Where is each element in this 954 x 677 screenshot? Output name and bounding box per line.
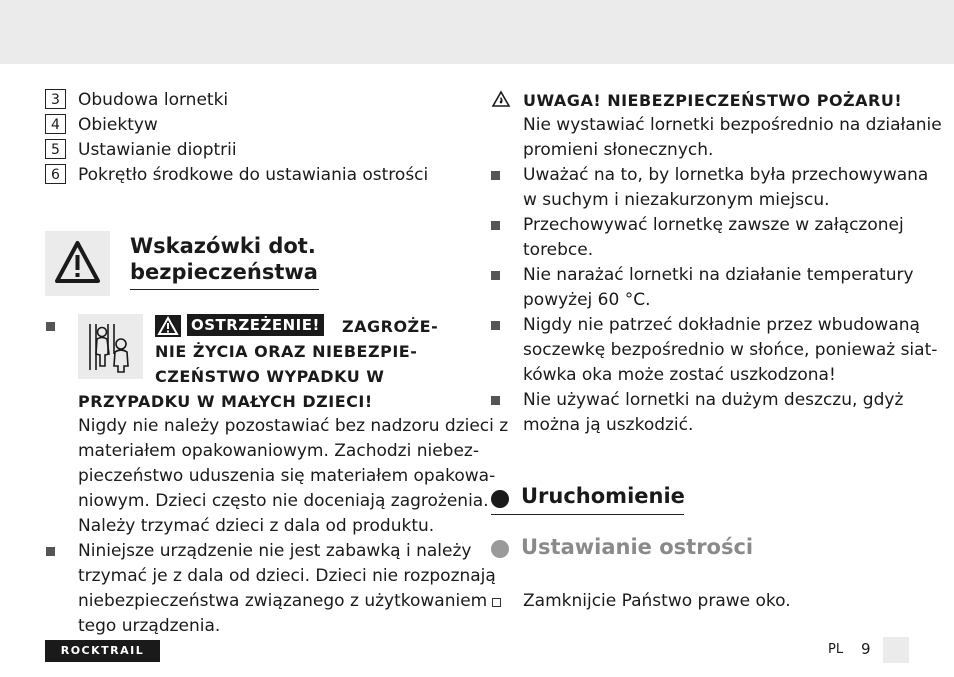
text-line: trzymać je z dala od dzieci. Dzieci nie rozpoznają bbox=[78, 566, 496, 586]
text-line: Nigdy nie patrzeć dokładnie przez wbudowaną bbox=[523, 315, 920, 335]
warning-heading: NIE ŻYCIA ORAZ NIEBEZPIE- bbox=[155, 342, 418, 361]
bullet-square bbox=[491, 171, 500, 180]
bullet-text bbox=[523, 163, 928, 213]
bullet-square bbox=[46, 322, 55, 331]
text-line: Nie narażać lornetki na działanie temperatury bbox=[523, 265, 914, 285]
warning-heading: ZAGROŻE- bbox=[342, 317, 439, 336]
page-header-band bbox=[0, 0, 954, 64]
toy-warning-body bbox=[78, 539, 496, 639]
fire-warning-icon bbox=[491, 90, 511, 108]
checkbox-step-icon bbox=[492, 598, 501, 607]
text-line: powyżej 60 °C. bbox=[523, 290, 651, 310]
text-line: Należy trzymać dzieci z dala od produktu. bbox=[78, 516, 435, 536]
bullet-square bbox=[491, 396, 500, 405]
page-number: 9 bbox=[861, 640, 871, 658]
bullet-square bbox=[491, 321, 500, 330]
safety-title-line: Wskazówki dot. bbox=[130, 234, 316, 258]
warning-triangle-icon bbox=[155, 315, 181, 337]
section-dot-icon bbox=[491, 490, 509, 508]
part-number: 3 bbox=[45, 89, 66, 109]
safety-title-line: bezpieczeństwa bbox=[130, 260, 318, 284]
text-line: w suchym i niezakurzonym miejscu. bbox=[523, 190, 830, 210]
text-line: Nie wystawiać lornetki bezpośrednio na działanie bbox=[523, 115, 942, 135]
text-line: torebce. bbox=[523, 240, 594, 260]
text-line: soczewkę bezpośrednio w słońce, ponieważ siat- bbox=[523, 340, 938, 360]
text-line: Przechowywać lornetkę zawsze w załączonej bbox=[523, 215, 904, 235]
page-tab-marker bbox=[883, 637, 909, 663]
text-line: Uważać na to, by lornetka była przechowywana bbox=[523, 165, 929, 185]
part-label: Pokrętło środkowe do ustawiania ostrości bbox=[78, 165, 429, 185]
text-line: można ją uszkodzić. bbox=[523, 415, 694, 435]
warning-badge: OSTRZEŻENIE! bbox=[187, 314, 324, 336]
startup-heading: Uruchomienie bbox=[521, 484, 685, 508]
warning-heading: CZEŃSTWO WYPADKU W bbox=[155, 367, 385, 386]
bullet-text bbox=[523, 263, 914, 313]
bullet-square bbox=[491, 271, 500, 280]
part-label: Obudowa lornetki bbox=[78, 90, 229, 110]
bullet-text bbox=[523, 388, 903, 438]
fire-warning-heading: UWAGA! NIEBEZPIECZEŃSTWO POŻARU! bbox=[523, 91, 903, 110]
subsection-dot-icon bbox=[491, 540, 509, 558]
fire-warning-body bbox=[523, 113, 942, 163]
rocktrail-logo: ROCKTRAIL bbox=[45, 640, 160, 662]
text-line: promieni słonecznych. bbox=[523, 140, 714, 160]
part-label: Obiektyw bbox=[78, 115, 158, 135]
part-number: 6 bbox=[45, 164, 66, 184]
warning-triangle-icon bbox=[45, 231, 110, 296]
step-text: Zamknijcie Państwo prawe oko. bbox=[523, 591, 791, 611]
part-number: 5 bbox=[45, 139, 66, 159]
text-line: niowym. Dzieci często nie doceniają zagrożenia. bbox=[78, 491, 489, 511]
focus-subheading: Ustawianie ostrości bbox=[521, 535, 754, 559]
text-line: niebezpieczeństwa związanego z użytkowaniem bbox=[78, 591, 488, 611]
part-number: 4 bbox=[45, 114, 66, 134]
language-code: PL bbox=[828, 642, 844, 657]
part-label: Ustawianie dioptrii bbox=[78, 140, 237, 160]
text-line: pieczeństwo uduszenia się materiałem opakowa- bbox=[78, 466, 496, 486]
bullet-square bbox=[491, 221, 500, 230]
warning-heading: PRZYPADKU W MAŁYCH DZIECI! bbox=[78, 392, 373, 411]
text-line: kówka oka może zostać uszkodzona! bbox=[523, 365, 836, 385]
bullet-text bbox=[523, 313, 937, 388]
child-danger-icon bbox=[78, 314, 143, 379]
safety-section-title bbox=[130, 233, 318, 285]
text-line: materiałem opakowaniowym. Zachodzi niebez- bbox=[78, 441, 479, 461]
warning-body bbox=[78, 414, 508, 539]
section-underline bbox=[130, 289, 319, 290]
text-line: Nie używać lornetki na dużym deszczu, gdyż bbox=[523, 390, 904, 410]
text-line: Nigdy nie należy pozostawiać bez nadzoru dzieci z bbox=[78, 416, 509, 436]
text-line: tego urządzenia. bbox=[78, 616, 221, 636]
bullet-square bbox=[46, 547, 55, 556]
section-underline bbox=[491, 514, 684, 515]
text-line: Niniejsze urządzenie nie jest zabawką i należy bbox=[78, 541, 472, 561]
bullet-text bbox=[523, 213, 904, 263]
